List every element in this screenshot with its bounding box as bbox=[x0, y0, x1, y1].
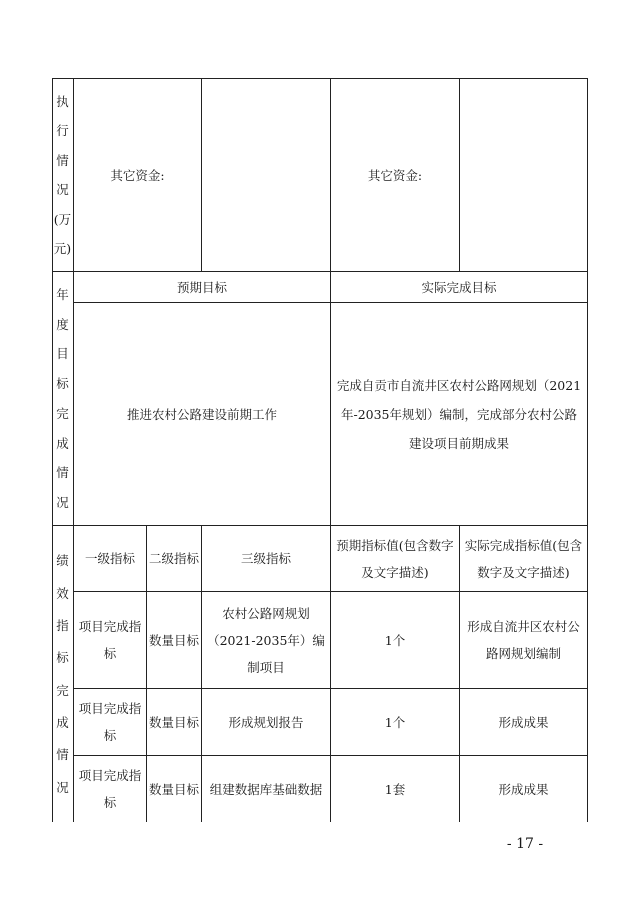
indicators-side-char: 效 bbox=[56, 585, 69, 601]
annual-side-char: 度 bbox=[56, 316, 69, 332]
header-level1: 一级指标 bbox=[84, 551, 135, 566]
row3-actual: 形成成果 bbox=[498, 781, 549, 797]
row1-level2: 数量目标 bbox=[148, 632, 199, 648]
annual-side-char: 标 bbox=[56, 376, 69, 392]
row3-expected: 1套 bbox=[384, 781, 406, 797]
indicators-side-char: 情 bbox=[56, 747, 69, 763]
annual-side-char: 况 bbox=[56, 495, 69, 511]
row2-level3: 形成规划报告 bbox=[228, 714, 304, 730]
actual-other-funds-value bbox=[460, 79, 587, 271]
indicators-side-label bbox=[52, 536, 73, 812]
indicators-side-char: 况 bbox=[56, 779, 69, 795]
expected-other-funds-label: 其它资金: bbox=[110, 167, 165, 183]
indicators-side-char: 标 bbox=[56, 650, 69, 666]
indicators-side-char: 成 bbox=[56, 714, 69, 730]
row1-level1: 项目完成指标 bbox=[78, 619, 142, 661]
row1-actual: 形成自流井区农村公路网规划编制 bbox=[467, 619, 580, 661]
row1-level3: 农村公路网规划（2021-2035年）编制项目 bbox=[207, 605, 325, 675]
row1-expected: 1个 bbox=[384, 632, 406, 648]
funds-side-char: 元) bbox=[53, 241, 72, 257]
indicators-side-char: 完 bbox=[56, 682, 69, 698]
actual-goals-header: 实际完成目标 bbox=[421, 279, 497, 295]
expected-other-funds-value bbox=[202, 79, 330, 271]
row2-level2: 数量目标 bbox=[148, 714, 199, 730]
annual-side-char: 目 bbox=[56, 346, 69, 362]
row3-level1: 项目完成指标 bbox=[78, 768, 142, 810]
row2-actual: 形成成果 bbox=[498, 714, 549, 730]
funds-side-char: 情 bbox=[56, 152, 69, 168]
funds-side-char: 况 bbox=[56, 182, 69, 198]
funds-side-char: 执 bbox=[56, 93, 69, 109]
page-number: - 17 - bbox=[506, 836, 544, 852]
funds-side-char: (万 bbox=[53, 211, 72, 227]
indicators-side-char: 绩 bbox=[56, 553, 69, 569]
funds-side-label bbox=[52, 79, 73, 271]
expected-goals-header: 预期目标 bbox=[176, 279, 227, 295]
indicators-side-char: 指 bbox=[56, 617, 69, 633]
annual-side-char: 情 bbox=[56, 465, 69, 481]
row3-level3: 组建数据库基础数据 bbox=[209, 781, 323, 797]
header-level3: 三级指标 bbox=[240, 551, 291, 566]
header-level2: 二级指标 bbox=[148, 551, 199, 566]
annual-side-char: 年 bbox=[56, 286, 69, 302]
annual-side-char: 完 bbox=[56, 405, 69, 421]
row2-level1: 项目完成指标 bbox=[78, 701, 142, 743]
actual-goals-text: 完成自贡市自流井区农村公路网规划（2021年-2035年规划）编制，完成部分农村公路建设项目前期成果 bbox=[336, 377, 582, 451]
funds-side-char: 行 bbox=[56, 123, 69, 139]
annual-side-char: 成 bbox=[56, 435, 69, 451]
expected-goals-text: 推进农村公路建设前期工作 bbox=[126, 406, 277, 422]
header-actual-value: 实际完成指标值(包含数字及文字描述) bbox=[464, 537, 583, 580]
annual-goals-side-label bbox=[52, 272, 73, 525]
row3-level2: 数量目标 bbox=[148, 781, 199, 797]
header-expected-value: 预期指标值(包含数字及文字描述) bbox=[336, 537, 454, 580]
actual-other-funds-label: 其它资金: bbox=[367, 167, 423, 183]
row2-expected: 1个 bbox=[384, 714, 406, 730]
